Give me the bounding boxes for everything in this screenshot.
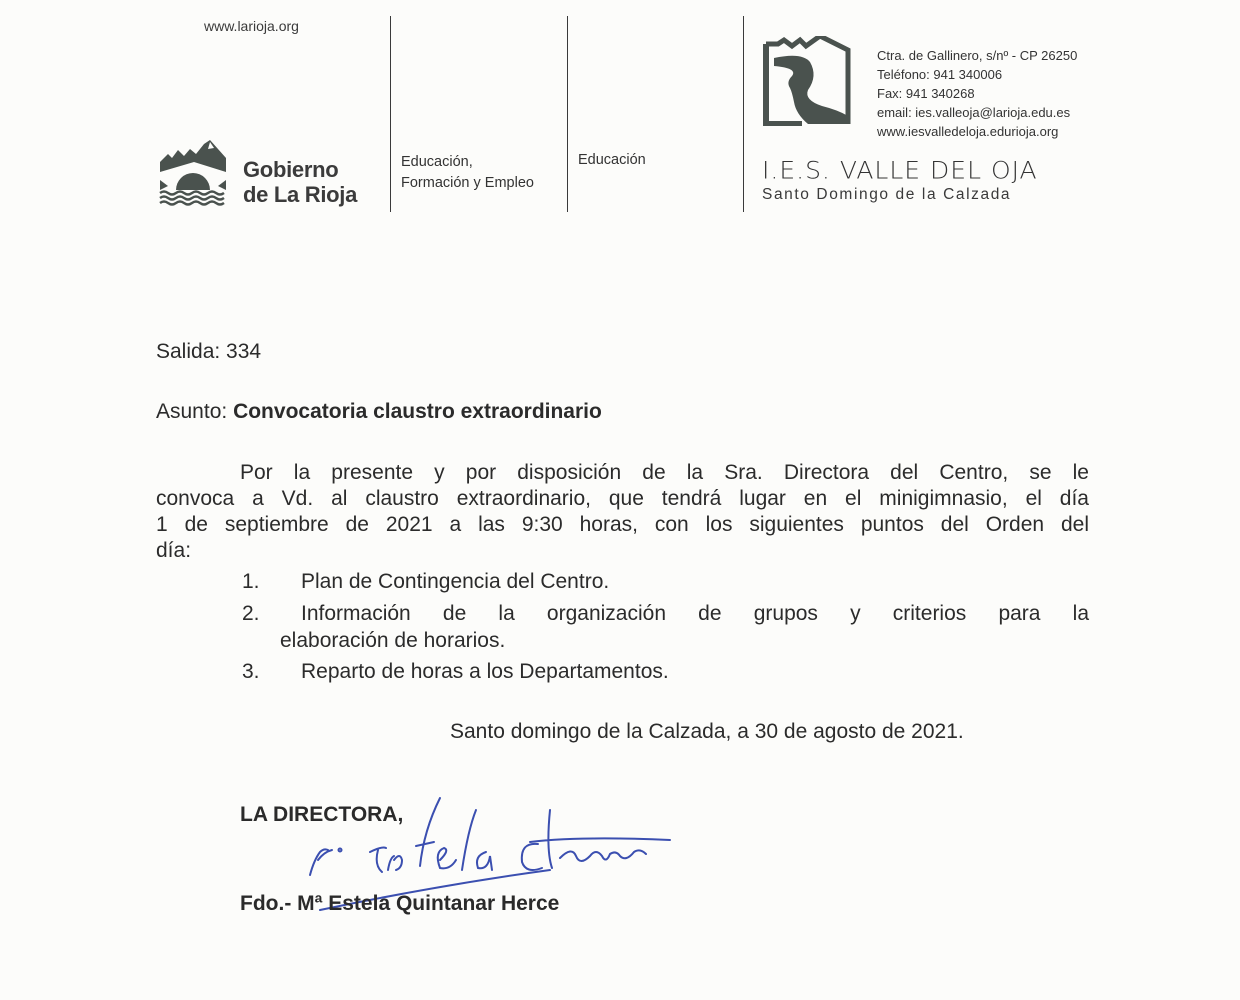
body-paragraph <box>156 460 1089 564</box>
school-address: Ctra. de Gallinero, s/nº - CP 26250 <box>877 48 1078 63</box>
department-line1: Educación, <box>401 154 473 170</box>
subject-label: Asunto: <box>156 400 228 423</box>
school-email: email: ies.valleoja@larioja.edu.es <box>877 105 1071 120</box>
paragraph-line: 1 de septiembre de 2021 a las 9:30 horas, con los siguientes puntos del Orden del <box>156 513 1089 536</box>
subject-value: Convocatoria claustro extraordinario <box>233 400 602 423</box>
agenda-item <box>242 660 1089 686</box>
header-divider <box>567 16 568 212</box>
paragraph-line: Por la presente y por disposición de la Sra. Directora del Centro, se le <box>240 461 1089 484</box>
paragraph-line: día: <box>156 539 192 562</box>
ies-valle-del-oja-logo <box>762 36 852 126</box>
signed-by: Fdo.- Mª Estela Quintanar Herce <box>240 892 560 915</box>
agenda-item-number: 3. <box>242 660 260 683</box>
school-name: I.E.S. VALLE DEL OJA <box>762 156 1038 185</box>
school-phone: Teléfono: 941 340006 <box>877 67 1003 82</box>
header-divider <box>743 16 744 212</box>
agenda-item-text: Información de la organización de grupos y criterios para la <box>301 602 1089 625</box>
outgoing-register-number: Salida: 334 <box>156 340 262 363</box>
school-fax: Fax: 941 340268 <box>877 86 975 101</box>
gobierno-name-line2: de La Rioja <box>243 182 358 207</box>
gobierno-la-rioja-logo <box>158 140 228 206</box>
agenda-item <box>242 602 1089 654</box>
school-website: www.iesvalledeloja.edurioja.org <box>877 124 1059 139</box>
department-line2: Formación y Empleo <box>401 175 534 191</box>
department-short-name: Educación <box>578 152 646 168</box>
signer-title: LA DIRECTORA, <box>240 803 404 826</box>
paragraph-line: convoca a Vd. al claustro extraordinario, que tendrá lugar en el minigimnasio, el día <box>156 487 1089 510</box>
gov-website-url: www.larioja.org <box>204 18 299 34</box>
agenda-item-text: Plan de Contingencia del Centro. <box>301 570 610 593</box>
agenda-item-text-continued: elaboración de horarios. <box>280 629 506 652</box>
school-contact-block <box>877 46 1077 141</box>
header-divider <box>390 16 391 212</box>
agenda-item-text: Reparto de horas a los Departamentos. <box>301 660 669 683</box>
agenda-item-number: 2. <box>242 602 260 625</box>
agenda-item <box>242 570 1089 596</box>
gobierno-name <box>243 157 357 207</box>
subject-line <box>156 400 602 424</box>
department-name <box>401 152 534 194</box>
place-and-date: Santo domingo de la Calzada, a 30 de agosto de 2021. <box>450 720 964 743</box>
school-city: Santo Domingo de la Calzada <box>762 186 1012 203</box>
gobierno-name-line1: Gobierno <box>243 157 339 182</box>
agenda-item-number: 1. <box>242 570 260 593</box>
